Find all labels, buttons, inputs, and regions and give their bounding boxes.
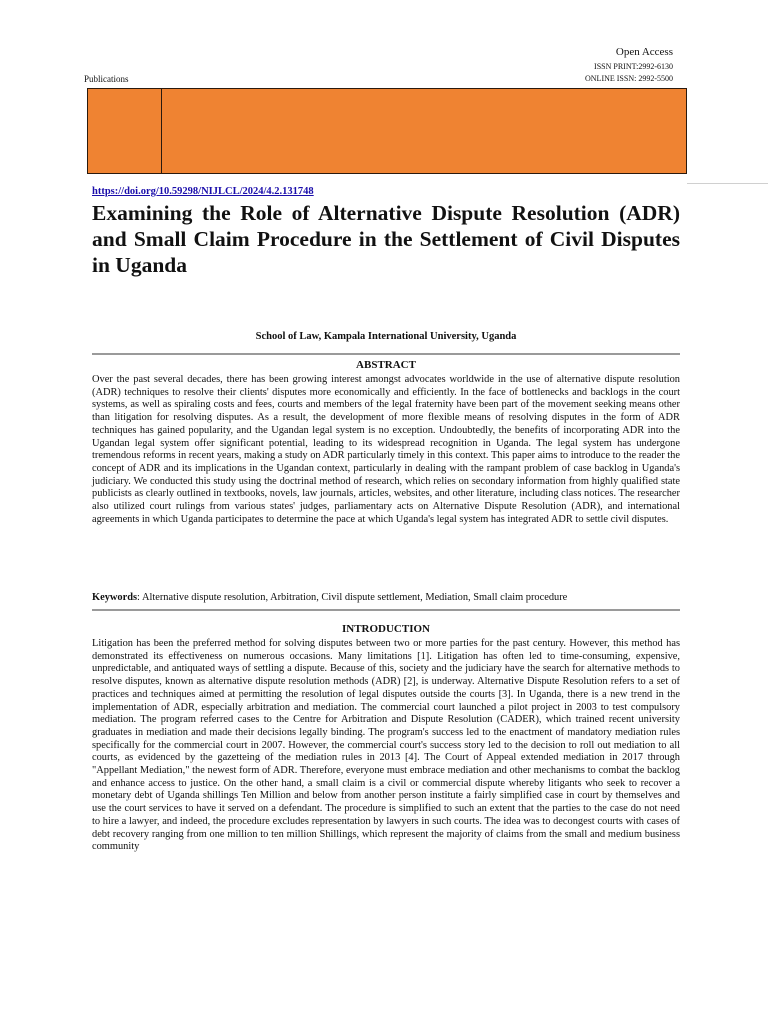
banner-divider: [161, 89, 162, 173]
introduction-text: Litigation has been the preferred method for solving disputes between two or more parties for the past century. However, this method has demonstrated its effectiveness on numerous occasions. Many limitations [1]. Litigation has often led to time-consuming, expensive, unpredictable, and antiquated ways of settling a dispute. Because of this, society and the judiciary have the search for alternative methods to resolve disputes, known as alternative dispute resolution methods (ADR) [2], is underway. Alternative Dispute Resolution refers to a set of practices and techniques aimed at permitting the resolution of legal disputes outside the courts [3]. In Uganda, there is a new trend in the implementation of ADR, especially arbitration and mediation. The commercial court launched a pilot project in 2003 to test compulsory mediation. The program referred cases to the Centre for Arbitration and Dispute Resolution (CADER), which trained recent university graduates in mediation and made their decisions legally binding. The program's success led to the enactment of mandatory mediation rules specifically for the commercial court in 2007. However, the commercial court's success story led to the decision to roll out mediation to all courts, as evidenced by the gazetteing of the mediation rules in 2013 [4]. The Court of Appeal extended mediation in 2017 through "Appellant Mediation," the newest form of ADR. Therefore, everyone must embrace mediation and other mechanisms to combat the backlog and enhance access to justice. On the other hand, a small claim is a civil or commercial dispute whereby litigants who seek to recover a monetary debt of Uganda shillings Ten Million and below from another person institute a fairly simplified case in court by themselves and use the court services to have it served on a defendant. The procedure is simplified to such an extent that the parties to the case do not need to hire a lawyer, and indeed, the procedure excludes representation by lawyers in such courts. The idea was to decongest courts with cases of debt recovery ranging from one million to ten million Shillings, which represent the majority of claims from the small and medium business community: [92, 638, 680, 853]
issn-online: ONLINE ISSN: 2992-5500: [585, 74, 673, 83]
open-access-label: Open Access: [615, 46, 673, 58]
doi-link[interactable]: https://doi.org/10.59298/NIJLCL/2024/4.2.131748: [92, 186, 314, 197]
abstract-text: Over the past several decades, there has been growing interest amongst advocates worldwide in the use of alternative dispute resolution (ADR) techniques to resolve their clients' disputes more economically and efficiently. In the face of bottlenecks and backlogs in the court systems, as well as spiraling costs and fees, courts and members of the legal fraternity have been part of the movement seeking means other than litigation for resolving disputes. As a result, the development of more flexible means of resolving disputes in the form of ADR techniques has gained popularity, and the Ugandan legal system is no exception. Undoubtedly, the benefits of incorporating ADR into the Ugandan legal system offer significant potential, leading to its widespread recognition in Uganda. The legal system has undergone tremendous reforms in recent years, making a study on ADR particularly timely in this context. This paper aims to introduce to the reader the concept of ADR and its implications in the Ugandan context, particularly in dealing with the rampant problem of case backlog in Uganda's judiciary. We conducted this study using the doctrinal method of research, which relies on secondary information from highly qualified state publicists as clearly outlined in textbooks, novels, law journals, articles, websites, and other literature, including class notices. The researcher also utilized court rulings from various states' judges, parliamentary acts on Alternative Dispute Resolution (ADR), and international agreements in which Uganda participates to determine the pace at which Uganda's legal system has integrated ADR to settle civil disputes.: [92, 374, 680, 525]
publications-label: Publications: [84, 74, 129, 84]
keywords-line: [92, 592, 680, 605]
introduction-heading: INTRODUCTION: [341, 623, 430, 635]
issn-print: ISSN PRINT:2992-6130: [594, 62, 673, 71]
author-affiliation: School of Law, Kampala International University, Uganda: [255, 331, 517, 342]
paper-title: Examining the Role of Alternative Dispute Resolution (ADR) and Small Claim Procedure in the Settlement of Civil Disputes in Uganda: [92, 201, 680, 277]
keywords-text: : Alternative dispute resolution, Arbitration, Civil dispute settlement, Mediation, Small claim procedure: [137, 592, 568, 603]
keywords-label: Keywords: [92, 592, 138, 603]
abstract-rule: [92, 353, 680, 355]
header-banner: [87, 88, 687, 174]
header-rule: [687, 183, 768, 184]
abstract-heading: ABSTRACT: [356, 359, 416, 371]
introduction-rule: [92, 609, 680, 611]
